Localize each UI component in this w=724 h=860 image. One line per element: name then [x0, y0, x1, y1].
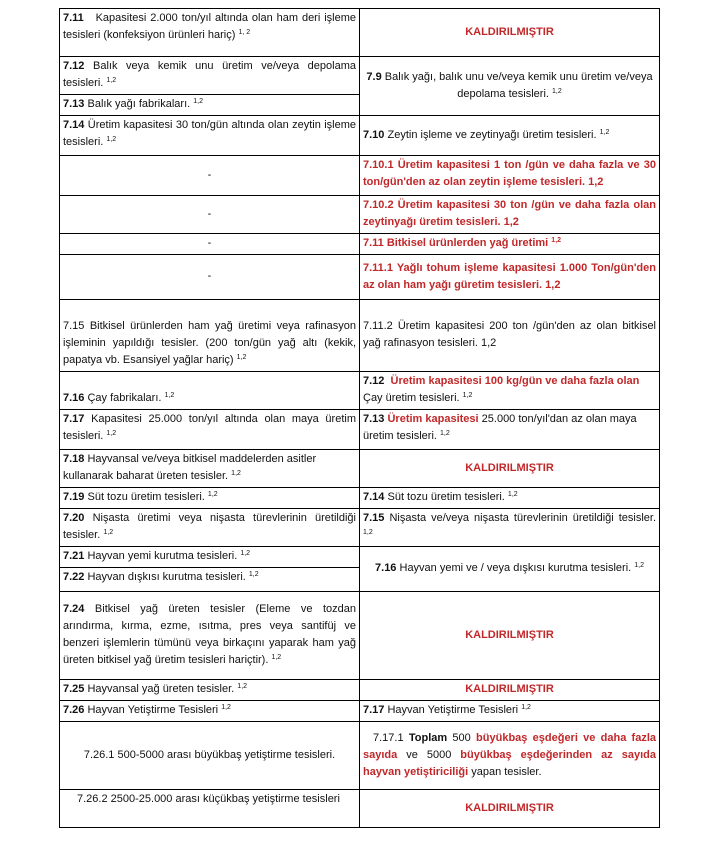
left-cell: [60, 450, 360, 488]
footnote-ref: 1,2: [164, 392, 175, 399]
item-text: ve 5000: [406, 748, 452, 761]
item-text: 25.000 ton/yıl'dan az olan maya üretim tesisleri.: [363, 413, 637, 442]
footnote-ref: 1,2: [440, 430, 450, 437]
left-cell: [60, 509, 360, 547]
footnote-ref: 1,2: [103, 529, 114, 536]
footnote-ref: 1,2: [507, 491, 518, 498]
right-cell: [360, 57, 660, 116]
footnote-ref: 1,2: [599, 128, 610, 136]
right-cell: [360, 547, 660, 592]
table-row: [60, 57, 660, 95]
right-cell: [360, 234, 660, 255]
new-item-text: 7.10.1 Üretim kapasitesi 1 ton /gün ve daha fazla ve 30 ton/gün'den az olan zeytin işleme tesisleri. 1,2: [363, 159, 656, 188]
footnote-ref: 1,2: [521, 704, 531, 711]
item-text: 7.11.2 Üretim kapasitesi 200 ton /gün'den az olan bitkisel yağ rafinasyon tesisleri. 1,2: [363, 320, 656, 349]
footnote-ref: 1,2: [207, 491, 218, 498]
new-item-text: 7.11 Bitkisel ürünlerden yağ üretimi: [363, 237, 549, 249]
footnote-ref: 1, 2: [238, 29, 251, 36]
table-row: [60, 701, 660, 722]
item-code: 7.17.1: [373, 731, 404, 744]
item-text: 7.26.2 2500-25.000 arası küçükbaş yetiştirme tesisleri: [77, 793, 340, 805]
item-text: Balık yağı, balık unu ve/veya kemik unu üretim ve/veya depolama tesisleri.: [384, 70, 653, 100]
right-cell: [360, 410, 660, 450]
table-row: [60, 410, 660, 450]
right-cell: [360, 509, 660, 547]
left-cell: [60, 722, 360, 790]
removed-label: KALDIRILMIŞTIR: [465, 25, 554, 38]
comparison-table: [59, 8, 660, 828]
item-code: 7.12: [363, 375, 385, 387]
item-text: 500: [452, 731, 471, 744]
footnote-ref: 1,2: [236, 354, 247, 361]
right-cell: [360, 116, 660, 156]
item-code: 7.13: [63, 98, 85, 110]
empty-dash: -: [207, 237, 212, 249]
item-text: Zeytin işleme ve zeytinyağı üretim tesisleri.: [387, 128, 597, 141]
item-text: Nişasta üretimi veya nişasta türevlerinin üretildiği tesisler.: [63, 512, 356, 541]
table-row: [60, 547, 660, 568]
item-code: 7.24: [63, 603, 85, 615]
table-row: [60, 255, 660, 300]
footnote-ref: 1,2: [363, 529, 373, 536]
left-cell: [60, 95, 360, 116]
item-text: Nişasta ve/veya nişasta türevlerinin üretildiği tesisler.: [389, 512, 656, 524]
right-cell: [360, 488, 660, 509]
right-cell: [360, 722, 660, 790]
empty-dash: -: [207, 168, 212, 181]
table-row: [60, 488, 660, 509]
item-text: Çay üretim tesisleri.: [363, 392, 460, 404]
footnote-ref: 1,2: [462, 392, 473, 399]
table-row: [60, 592, 660, 680]
table-row: [60, 790, 660, 828]
item-text: Hayvan Yetiştirme Tesisleri: [87, 704, 219, 716]
new-item-text: büyükbaş eşdeğerinden az sayıda hayvan yetiştiriciliği: [363, 748, 656, 778]
footnote-ref: 1,2: [551, 237, 562, 244]
table-row: [60, 156, 660, 196]
item-code: 7.14: [363, 491, 385, 503]
left-cell: [60, 57, 360, 95]
table-row: [60, 450, 660, 488]
item-code: 7.16: [375, 562, 397, 574]
removed-label: KALDIRILMIŞTIR: [465, 461, 554, 474]
item-text-bold: Toplam: [408, 731, 448, 744]
item-code: 7.10: [363, 128, 385, 141]
left-cell: [60, 488, 360, 509]
item-text: Balık veya kemik unu üretim ve/veya depolama tesisleri.: [63, 60, 356, 89]
new-item-text: Üretim kapasitesi: [387, 413, 479, 425]
item-text: Hayvansal yağ üreten tesisler.: [87, 683, 235, 695]
table-row: [60, 234, 660, 255]
item-text: Süt tozu üretim tesisleri.: [87, 491, 205, 503]
table-row: [60, 509, 660, 547]
table-row: [60, 196, 660, 234]
left-cell: [60, 234, 360, 255]
footnote-ref: 1,2: [106, 77, 117, 84]
item-text: Kapasitesi 2.000 ton/yıl altında olan ham deri işleme tesisleri (konfeksiyon ürünleri hariç): [63, 12, 356, 41]
left-cell: [60, 547, 360, 568]
item-text: Çay fabrikaları.: [87, 392, 162, 404]
right-cell: [360, 196, 660, 234]
new-item-text: 7.10.2 Üretim kapasitesi 30 ton /gün ve daha fazla olan zeytinyağı üretim tesisleri. 1,2: [363, 199, 656, 228]
item-code: 7.17: [363, 704, 385, 716]
right-cell: [360, 255, 660, 300]
table-row: [60, 680, 660, 701]
footnote-ref: 1,2: [271, 654, 282, 661]
item-code: 7.19: [63, 491, 85, 503]
removed-cell: [360, 450, 660, 488]
left-cell: [60, 9, 360, 57]
empty-dash: -: [207, 270, 212, 282]
item-text: Kapasitesi 25.000 ton/yıl altında olan maya üretim tesisleri.: [63, 413, 356, 442]
item-code: 7.17: [63, 413, 85, 425]
item-code: 7.20: [63, 512, 85, 524]
footnote-ref: 1,2: [221, 704, 231, 711]
right-cell: [360, 701, 660, 722]
item-text: Hayvan yemi kurutma tesisleri.: [87, 550, 238, 562]
removed-cell: [360, 680, 660, 701]
footnote-ref: 1,2: [240, 550, 251, 557]
left-cell: [60, 790, 360, 828]
left-cell: [60, 196, 360, 234]
item-text: yapan tesisler.: [471, 765, 542, 778]
new-item-text: büyükbaş eşdeğeri ve daha fazla sayıda: [363, 731, 657, 761]
removed-label: KALDIRILMIŞTIR: [465, 628, 554, 641]
item-text: Hayvansal ve/veya bitkisel maddelerden asitler kullanarak baharat üreten tesisler.: [63, 453, 317, 482]
removed-cell: [360, 9, 660, 57]
footnote-ref: 1,2: [106, 136, 117, 143]
table-row: [60, 722, 660, 790]
item-code: 7.22: [63, 571, 85, 583]
new-item-text: Üretim kapasitesi 100 kg/gün ve daha fazla olan: [390, 375, 640, 387]
right-cell: [360, 156, 660, 196]
item-text: Hayvan Yetiştirme Tesisleri: [387, 704, 519, 716]
footnote-ref: 1,2: [193, 98, 203, 105]
right-cell: [360, 300, 660, 372]
left-cell: [60, 410, 360, 450]
item-text: Üretim kapasitesi 30 ton/gün altında olan zeytin işleme tesisleri.: [63, 119, 356, 148]
left-cell: [60, 372, 360, 410]
item-code: 7.18: [63, 453, 85, 465]
left-cell: [60, 592, 360, 680]
table-row: [60, 9, 660, 57]
item-code: 7.9: [366, 70, 382, 83]
new-item-text: 7.11.1 Yağlı tohum işleme kapasitesi 1.000 Ton/gün'den az olan ham yağı güretim tesisleri. 1,2: [363, 261, 656, 291]
table-row: [60, 300, 660, 372]
footnote-ref: 1,2: [634, 562, 644, 569]
item-code: 7.15: [363, 512, 385, 524]
item-code: 7.21: [63, 550, 85, 562]
item-code: 7.13: [363, 413, 385, 425]
table-row: [60, 372, 660, 410]
footnote-ref: 1,2: [552, 87, 562, 95]
item-code: 7.14: [63, 119, 85, 131]
item-code: 7.26: [63, 704, 85, 716]
item-text: Bitkisel yağ üreten tesisler (Eleme ve tozdan arındırma, kırma, ezme, ısıtma, pres veya santifüj ve benzeri işlemlerin tümünü veya birkaçını yaparak ham yağ üreten bitkisel yağ üretim tesisleri hariçtir).: [63, 603, 356, 666]
left-cell: [60, 255, 360, 300]
item-text: Süt tozu üretim tesisleri.: [387, 491, 505, 503]
item-text: Balık yağı fabrikaları.: [87, 98, 191, 110]
item-code: 7.16: [63, 392, 85, 404]
left-cell: [60, 568, 360, 592]
left-cell: [60, 116, 360, 156]
item-text: 7.15 Bitkisel ürünlerden ham yağ üretimi veya rafinasyon işleminin yapıldığı tesisler. (200 ton/gün yağ altı (kekik, papatya vb. Esansiyel yağlar hariç): [63, 320, 356, 366]
right-cell: [360, 372, 660, 410]
item-text: Hayvan dışkısı kurutma tesisleri.: [87, 571, 246, 583]
left-cell: [60, 300, 360, 372]
footnote-ref: 1,2: [237, 683, 248, 690]
left-cell: [60, 701, 360, 722]
item-text: 7.26.1 500-5000 arası büyükbaş yetiştirme tesisleri.: [83, 748, 336, 761]
removed-label: KALDIRILMIŞTIR: [465, 683, 554, 695]
item-text: Hayvan yemi ve / veya dışkısı kurutma tesisleri.: [399, 562, 632, 574]
footnote-ref: 1,2: [231, 470, 241, 477]
item-code: 7.12: [63, 60, 85, 72]
empty-dash: -: [207, 207, 212, 220]
item-code: 7.25: [63, 683, 85, 695]
left-cell: [60, 680, 360, 701]
removed-label: KALDIRILMIŞTIR: [465, 801, 554, 814]
left-cell: [60, 156, 360, 196]
removed-cell: [360, 790, 660, 828]
removed-cell: [360, 592, 660, 680]
item-code: 7.11: [63, 12, 84, 24]
table-row: [60, 116, 660, 156]
footnote-ref: 1,2: [248, 571, 259, 578]
footnote-ref: 1,2: [106, 430, 117, 437]
